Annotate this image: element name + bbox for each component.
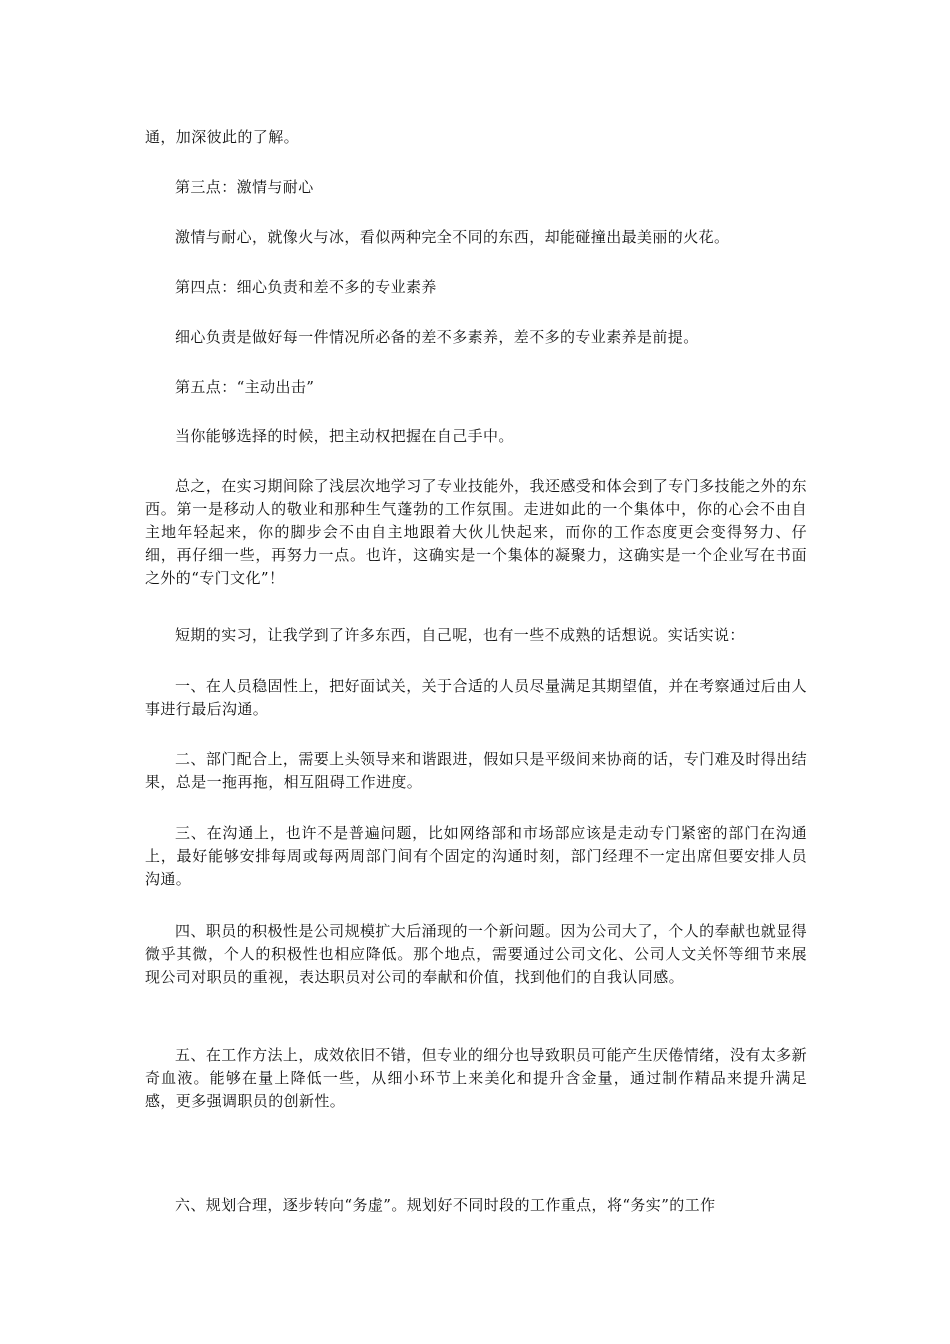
heading-point-four: 第四点：细心负责和差不多的专业素养 <box>175 278 437 296</box>
suggestion-one: 一、在人员稳固性上，把好面试关，关于合适的人员尽量满足其期望值，并在考察通过后由人事进行最后沟通。 <box>145 677 807 718</box>
heading-point-five: 第五点：“主动出击” <box>175 378 315 396</box>
paragraph-summary: 总之，在实习期间除了浅层次地学习了专业技能外，我还感受和体会到了专门多技能之外的东西。第一是移动人的敬业和那种生气蓬勃的工作氛围。走进如此的一个集体中，你的心会不由自主地年轻起来，你的脚步会不由自主地跟着大伙儿快起来，而你的工作态度更会变得努力、仔细，再仔细一些，再努力一点。也许，这确实是一个集体的凝聚力，这确实是一个企业写在书面之外的“专门文化”！ <box>145 477 807 587</box>
suggestion-six: 六、规划合理，逐步转向“务虚”。规划好不同时段的工作重点，将“务实”的工作 <box>175 1196 716 1214</box>
suggestion-three: 三、在沟通上，也许不是普遍问题，比如网络部和市场部应该是走动专门紧密的部门在沟通上，最好能够安排每周或每两周部门间有个固定的沟通时刻，部门经理不一定出席但要安排人员沟通。 <box>145 824 807 888</box>
paragraph-short-internship: 短期的实习，让我学到了许多东西，自己呢，也有一些不成熟的话想说。实话实说： <box>175 626 745 644</box>
paragraph-continuation: 通，加深彼此的了解。 <box>145 128 300 146</box>
paragraph-careful-responsible: 细心负责是做好每一件情况所必备的差不多素养，差不多的专业素养是前提。 <box>175 328 699 346</box>
heading-point-three: 第三点：激情与耐心 <box>175 178 314 196</box>
suggestion-five: 五、在工作方法上，成效依旧不错，但专业的细分也导致职员可能产生厌倦情绪，没有太多新奇血液。能够在量上降低一些，从细小环节上来美化和提升含金量，通过制作精品来提升满足感，更多强调职员的创新性。 <box>145 1046 807 1110</box>
suggestion-four: 四、职员的积极性是公司规模扩大后涌现的一个新问题。因为公司大了，个人的奉献也就显得微乎其微，个人的积极性也相应降低。那个地点，需要通过公司文化、公司人文关怀等细节来展现公司对职员的重视，表达职员对公司的奉献和价值，找到他们的自我认同感。 <box>145 922 807 986</box>
paragraph-initiative: 当你能够选择的时候，把主动权把握在自己手中。 <box>175 427 514 445</box>
paragraph-passion-patience: 激情与耐心，就像火与冰，看似两种完全不同的东西，却能碰撞出最美丽的火花。 <box>175 228 730 246</box>
suggestion-two: 二、部门配合上，需要上头领导来和谐跟进，假如只是平级间来协商的话，专门难及时得出结果，总是一拖再拖，相互阻碍工作进度。 <box>145 750 807 791</box>
